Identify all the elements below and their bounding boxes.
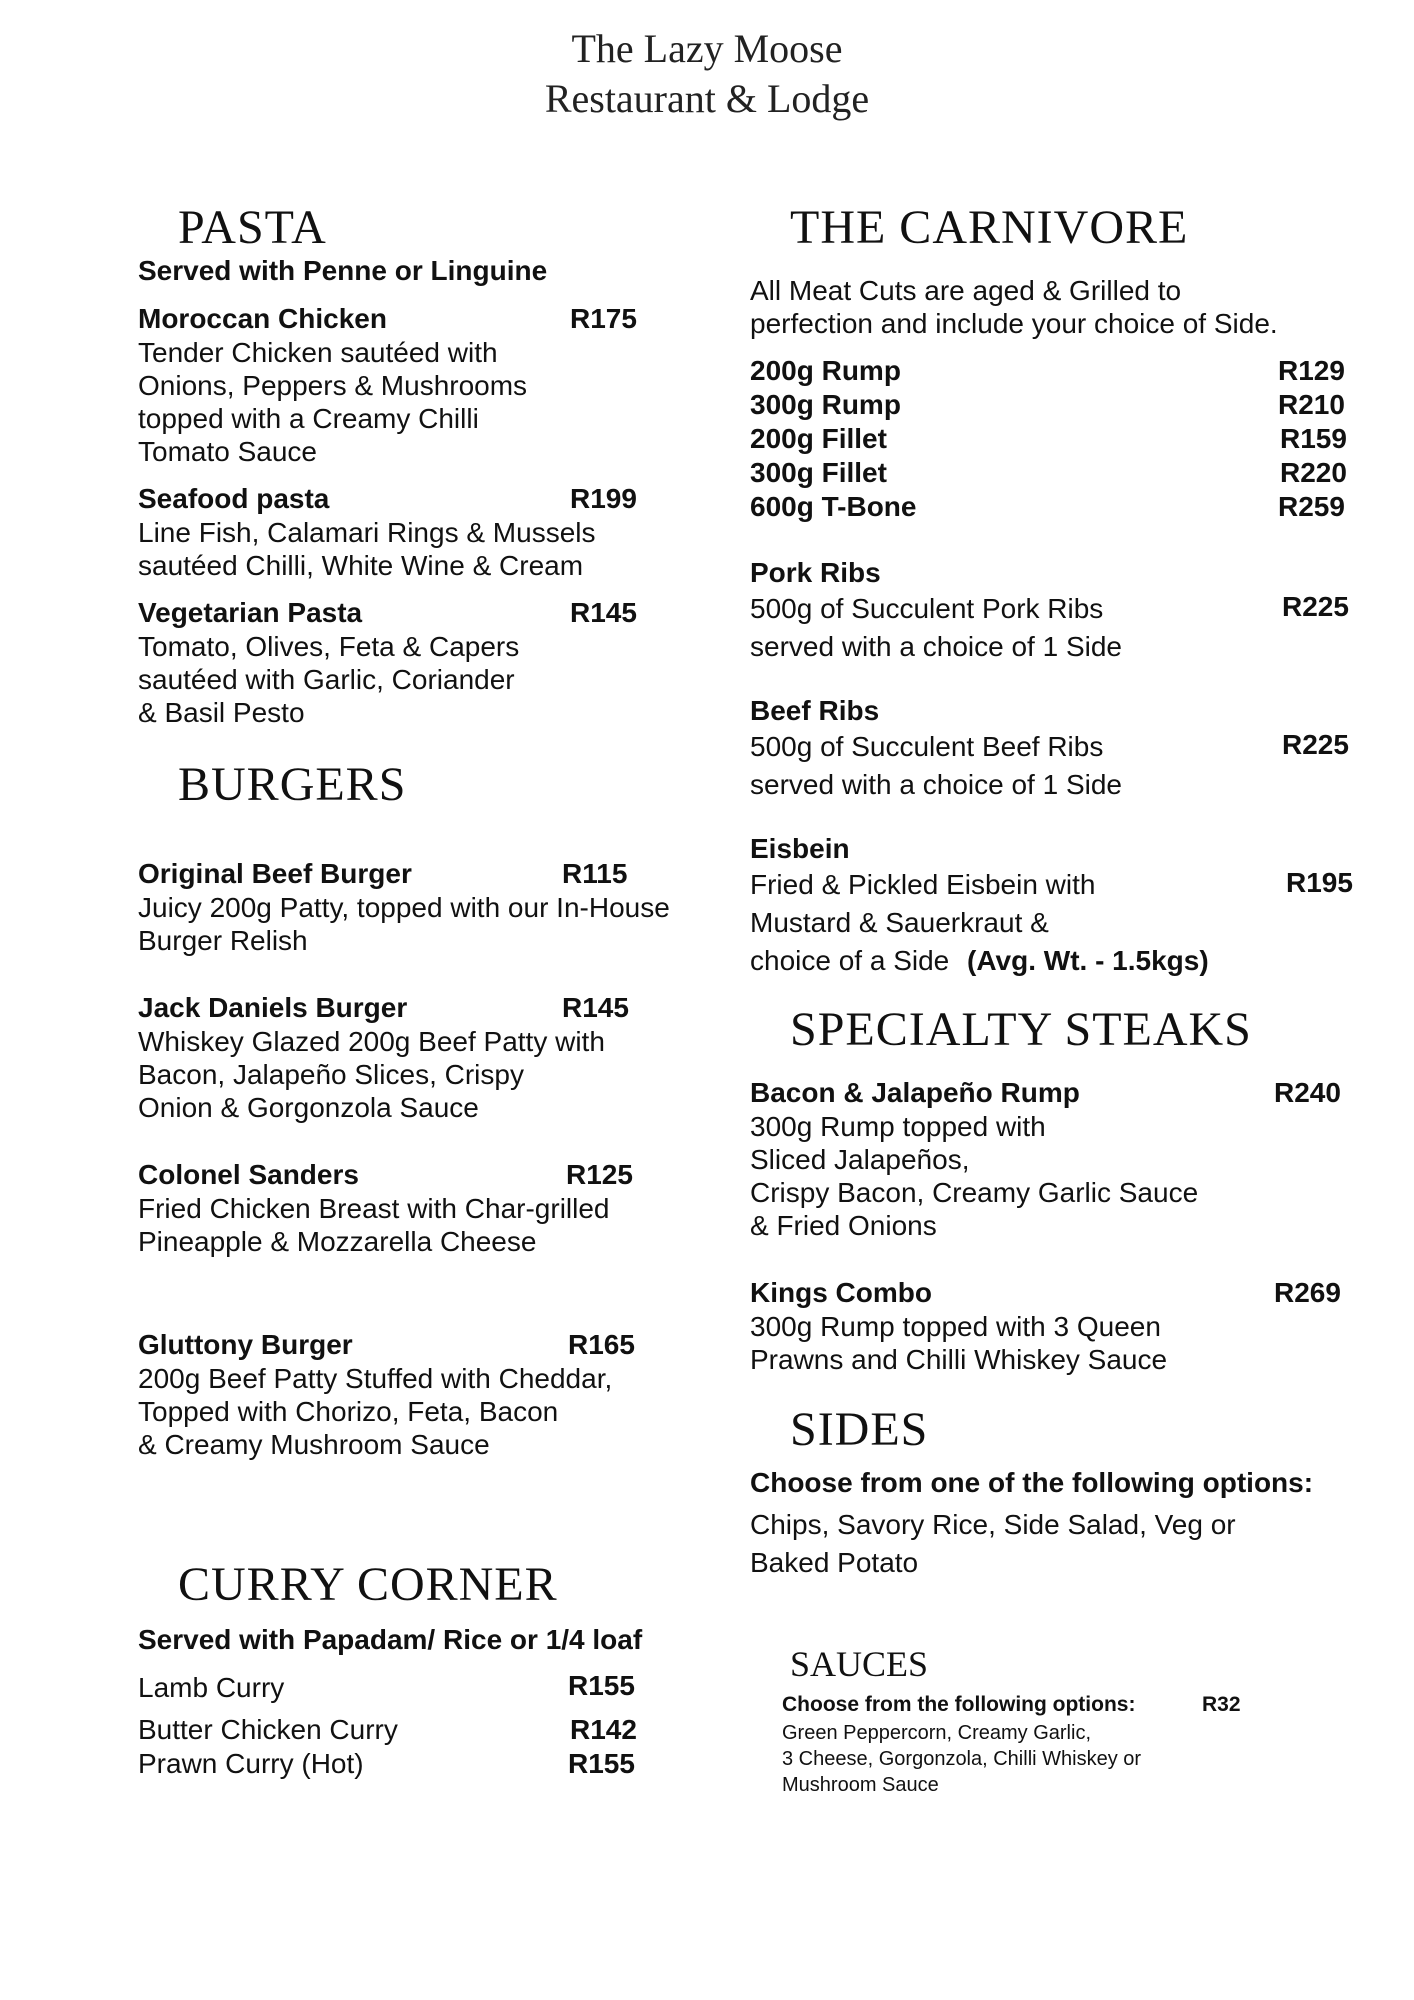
menu-item <box>138 482 718 582</box>
menu-item <box>138 1669 718 1707</box>
item-name: Jack Daniels Burger <box>138 992 408 1023</box>
item-name: Lamb Curry <box>138 1672 285 1703</box>
sauces-options: Green Peppercorn, Creamy Garlic, 3 Cheese, Gorgonzola, Chilli Whiskey or Mushroom Sauce <box>782 1722 1142 1796</box>
item-name: Vegetarian Pasta <box>138 597 363 628</box>
item-price: R145 <box>570 597 637 628</box>
curry-section <box>138 1557 718 1781</box>
sauces-subtitle-row <box>782 1690 1360 1720</box>
item-description: Mustard & Sauerkraut & <box>750 907 1049 938</box>
menu-item <box>750 388 1360 422</box>
left-column <box>138 200 718 1781</box>
item-price: R125 <box>566 1159 633 1190</box>
item-name: Moroccan Chicken <box>138 303 387 334</box>
item-price: R145 <box>562 992 629 1023</box>
carnivore-title: THE CARNIVORE <box>790 201 1189 254</box>
menu-item <box>138 596 718 729</box>
menu-item <box>138 302 718 468</box>
item-name: 200g Fillet <box>750 423 887 454</box>
item-price: R240 <box>1274 1077 1341 1108</box>
menu-item <box>138 991 718 1124</box>
item-name: Gluttony Burger <box>138 1329 353 1360</box>
item-description: 300g Rump topped with Sliced Jalapeños, Crispy Bacon, Creamy Garlic Sauce & Fried Onions <box>750 1111 1199 1241</box>
item-name: Pork Ribs <box>750 557 881 588</box>
menu-item <box>750 1076 1360 1242</box>
sauces-subtitle: Choose from the following options: <box>782 1693 1136 1716</box>
item-description: choice of a Side <box>750 945 950 976</box>
item-price: R225 <box>1282 729 1349 760</box>
item-name: Original Beef Burger <box>138 858 412 889</box>
item-price: R165 <box>568 1329 635 1360</box>
item-price: R129 <box>1278 355 1345 386</box>
item-description: Juicy 200g Patty, topped with our In-House Burger Relish <box>138 892 670 956</box>
item-price: R220 <box>1280 457 1347 488</box>
item-name: 600g T-Bone <box>750 491 917 522</box>
item-description: served with a choice of 1 Side <box>750 769 1122 800</box>
item-name: Colonel Sanders <box>138 1159 359 1190</box>
item-price: R199 <box>570 483 637 514</box>
burgers-title: BURGERS <box>178 758 407 811</box>
sides-subtitle: Choose from one of the following options: <box>750 1467 1314 1498</box>
menu-item <box>750 354 1360 388</box>
restaurant-header <box>0 24 1414 124</box>
item-name: Bacon & Jalapeño Rump <box>750 1077 1080 1108</box>
pasta-section <box>138 200 718 729</box>
item-name: Beef Ribs <box>750 695 880 726</box>
item-description: 500g of Succulent Beef Ribs <box>750 731 1104 762</box>
item-name: Seafood pasta <box>138 483 330 514</box>
beef-ribs-item <box>750 694 1360 804</box>
item-price: R155 <box>568 1670 635 1701</box>
menu-item <box>138 1158 718 1258</box>
item-price: R155 <box>568 1748 635 1779</box>
pasta-title: PASTA <box>178 201 327 254</box>
item-weight: (Avg. Wt. - 1.5kgs) <box>967 945 1209 976</box>
item-name: 300g Fillet <box>750 457 887 488</box>
item-price: R195 <box>1286 867 1353 898</box>
item-price: R210 <box>1278 389 1345 420</box>
carnivore-section <box>750 200 1360 980</box>
item-price: R269 <box>1274 1277 1341 1308</box>
item-name: 200g Rump <box>750 355 901 386</box>
item-price: R225 <box>1282 591 1349 622</box>
sauces-price: R32 <box>1202 1693 1241 1716</box>
item-description: Fried & Pickled Eisbein with <box>750 869 1096 900</box>
curry-subtitle: Served with Papadam/ Rice or 1/4 loaf <box>138 1624 643 1655</box>
restaurant-name: The Lazy Moose <box>571 26 843 71</box>
item-description: served with a choice of 1 Side <box>750 631 1122 662</box>
item-price: R175 <box>570 303 637 334</box>
menu-item <box>138 1713 718 1747</box>
item-description: Tender Chicken sautéed with Onions, Peppers & Mushrooms topped with a Creamy Chilli Tomato Sauce <box>138 337 528 467</box>
sauces-title: SAUCES <box>790 1644 929 1684</box>
item-line <box>750 942 1360 980</box>
burgers-section <box>138 757 718 1461</box>
item-price: R259 <box>1278 491 1345 522</box>
item-name: Eisbein <box>750 833 850 864</box>
specialty-title: SPECIALTY STEAKS <box>790 1003 1252 1056</box>
item-line <box>750 728 1360 766</box>
item-price: R142 <box>570 1714 637 1745</box>
right-column <box>750 200 1360 1798</box>
carnivore-cuts <box>750 354 1360 524</box>
item-description: Whiskey Glazed 200g Beef Patty with Bacon, Jalapeño Slices, Crispy Onion & Gorgonzola Sauce <box>138 1026 605 1123</box>
menu-item <box>750 456 1360 490</box>
menu-item <box>138 1747 718 1781</box>
item-line <box>750 866 1360 904</box>
sauces-section <box>750 1642 1360 1798</box>
item-description: Fried Chicken Breast with Char-grilled Pineapple & Mozzarella Cheese <box>138 1193 610 1257</box>
item-description: 300g Rump topped with 3 Queen Prawns and Chilli Whiskey Sauce <box>750 1311 1168 1375</box>
item-price: R159 <box>1280 423 1347 454</box>
item-name: 300g Rump <box>750 389 901 420</box>
menu-item <box>138 1328 718 1461</box>
item-description: 500g of Succulent Pork Ribs <box>750 593 1104 624</box>
item-line <box>750 590 1360 628</box>
item-price: R115 <box>562 858 628 889</box>
item-description: Tomato, Olives, Feta & Capers sautéed with Garlic, Coriander & Basil Pesto <box>138 631 520 728</box>
menu-item <box>750 1276 1360 1376</box>
restaurant-subtitle: Restaurant & Lodge <box>544 76 870 121</box>
carnivore-intro: All Meat Cuts are aged & Grilled to perfection and include your choice of Side. <box>750 275 1278 339</box>
item-name: Butter Chicken Curry <box>138 1714 398 1745</box>
sides-title: SIDES <box>790 1403 929 1456</box>
item-description: 200g Beef Patty Stuffed with Cheddar, Topped with Chorizo, Feta, Bacon & Creamy Mushroom Sauce <box>138 1363 613 1460</box>
curry-title: CURRY CORNER <box>178 1558 558 1611</box>
menu-item <box>750 422 1360 456</box>
item-description: Line Fish, Calamari Rings & Mussels sautéed Chilli, White Wine & Cream <box>138 517 596 581</box>
sides-options: Chips, Savory Rice, Side Salad, Veg or Baked Potato <box>750 1509 1236 1578</box>
item-name: Prawn Curry (Hot) <box>138 1748 364 1779</box>
menu-item <box>138 857 718 957</box>
menu-item <box>750 490 1360 524</box>
eisbein-item <box>750 832 1360 980</box>
sides-section <box>750 1402 1360 1582</box>
pasta-subtitle: Served with Penne or Linguine <box>138 255 548 286</box>
pork-ribs-item <box>750 556 1360 666</box>
item-name: Kings Combo <box>750 1277 932 1308</box>
specialty-section <box>750 1002 1360 1376</box>
